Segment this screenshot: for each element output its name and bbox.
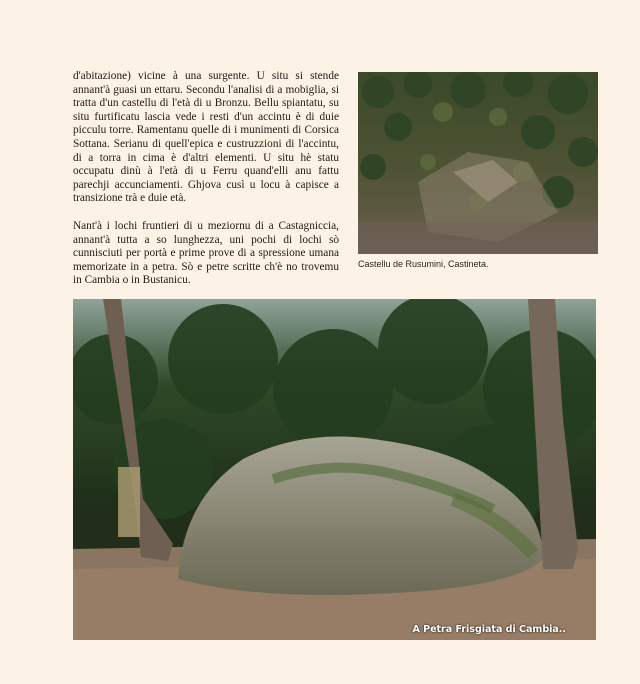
rock-photo-cambia — [73, 299, 596, 640]
rock-photo-caption: A Petra Frisgiata di Cambia.. — [412, 624, 566, 635]
paragraph-1: d'abitazione) vicine à una surgente. U situ si stende annant'à guasi un ettaru. Secondu l'analisi di a mobiglia, si tratta d'un castellu di l'età di u Bronzu. Bellu spiantatu, su situ furtificatu lascia vede i resti d'un accintu è di duie picculu torre. Ramentanu quelle di i munimenti di Corsica Sottana. Serianu di quell'epica e custruzzioni di l'accintu, di a torra in cima è d'altri elementi. U situ hè statu occupatu dinù à l'età di u Ferru quand'elli anu fattu parechji accunciamenti. Ghjova cusì u locu à capisce a transizione trà e duie età. — [73, 70, 339, 205]
aerial-photo-rusumini — [358, 72, 598, 254]
paragraph-2: Nant'à i lochi fruntieri di u meziornu di a Castagniccia, annant'à tutta a so lunghezza, uni pochi di lochi sò cunnisciuti per portà e prime prove di a spressione umana memorizate in a petra. Sò e petre scritte ch'è no trovemu in Cambia o in Bustanicu. — [73, 219, 339, 287]
body-text-column — [73, 70, 339, 302]
aerial-photo-caption: Castellu de Rusumini, Castineta. — [358, 259, 489, 269]
